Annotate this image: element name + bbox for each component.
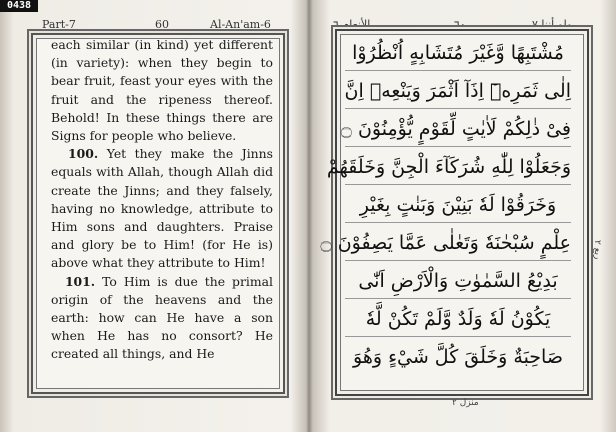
- surah-label: Al-An'am-6: [210, 18, 271, 31]
- footer-manzil: منزل ٢: [452, 398, 479, 408]
- verse-text: Yet they make the Jinns equals with Allah, though Allah did create the Jinns; and they falsely, having no knowledge, attribute to Him sons and daughters. Praise and glory be to Him! (for He is) above what they attribute to Him!: [51, 146, 273, 271]
- arabic-line: مُشْتَبِهًا وَّغَيْرَ مُتَشَابِهٍ اُنْظُرُوْا: [345, 37, 571, 71]
- page-number-arabic: ٦٠: [454, 18, 466, 31]
- margin-note: ربع ٢: [592, 240, 602, 260]
- surah-label-arabic: الأنعام ٦: [333, 18, 371, 31]
- arabic-line: وَخَرَقُوْا لَهٗ بَنِيْنَ وَبَنٰتٍ بِغَيْرِ: [345, 189, 571, 223]
- verse-101: [51, 273, 273, 364]
- translation-text: [51, 36, 273, 364]
- verse-number: 100.: [68, 146, 99, 162]
- arabic-line: اِلٰى ثَمَرِهٖٓ اِذَآ اَثْمَرَ وَيَنْعِهٖ اِنَّ: [345, 75, 571, 109]
- arabic-line: صَاحِبَةٌ وَخَلَقَ كُلَّ شَيْءٍ وَهُوَ: [353, 346, 563, 368]
- part-label: Part-7: [42, 18, 76, 31]
- arabic-line: بَدِيْعُ السَّمٰوٰتِ وَالْاَرْضِ اَنّٰى: [345, 265, 571, 299]
- arabic-line: وَجَعَلُوْا لِلّٰهِ شُرَكَآءَ الْجِنَّ وَخَلَقَهُمْ: [345, 151, 571, 185]
- paragraph-continuation: each similar (in kind) yet different (in variety): when they begin to bear fruit, feast your eyes with the fruit and the ripeness thereof. Behold! In these things there are Signs for people who believe.: [51, 37, 273, 144]
- arabic-line: عِلْمٍ سُبْحٰنَهٗ وَتَعٰلٰى عَمَّا يَصِفُوْنَ ۝: [345, 227, 571, 261]
- juz-label-arabic: ولو أننا ٧: [532, 18, 573, 31]
- verse-text: To Him is due the primal origin of the heavens and the earth: how can He have a son when He has no consort? He created all things, and He: [51, 273, 273, 362]
- arabic-line: فِىْ ذٰلِكُمْ لَاٰيٰتٍ لِّقَوْمٍ يُّؤْمِنُوْنَ ۝: [345, 113, 571, 147]
- image-id-badge: 0438: [0, 0, 38, 12]
- arabic-line: يَكُوْنُ لَهٗ وَلَدٌ وَّلَمْ تَكُنْ لَّهٗ: [345, 303, 571, 337]
- verse-number: 101.: [64, 273, 96, 289]
- verse-100: [51, 145, 273, 272]
- page-number: 60: [155, 18, 169, 31]
